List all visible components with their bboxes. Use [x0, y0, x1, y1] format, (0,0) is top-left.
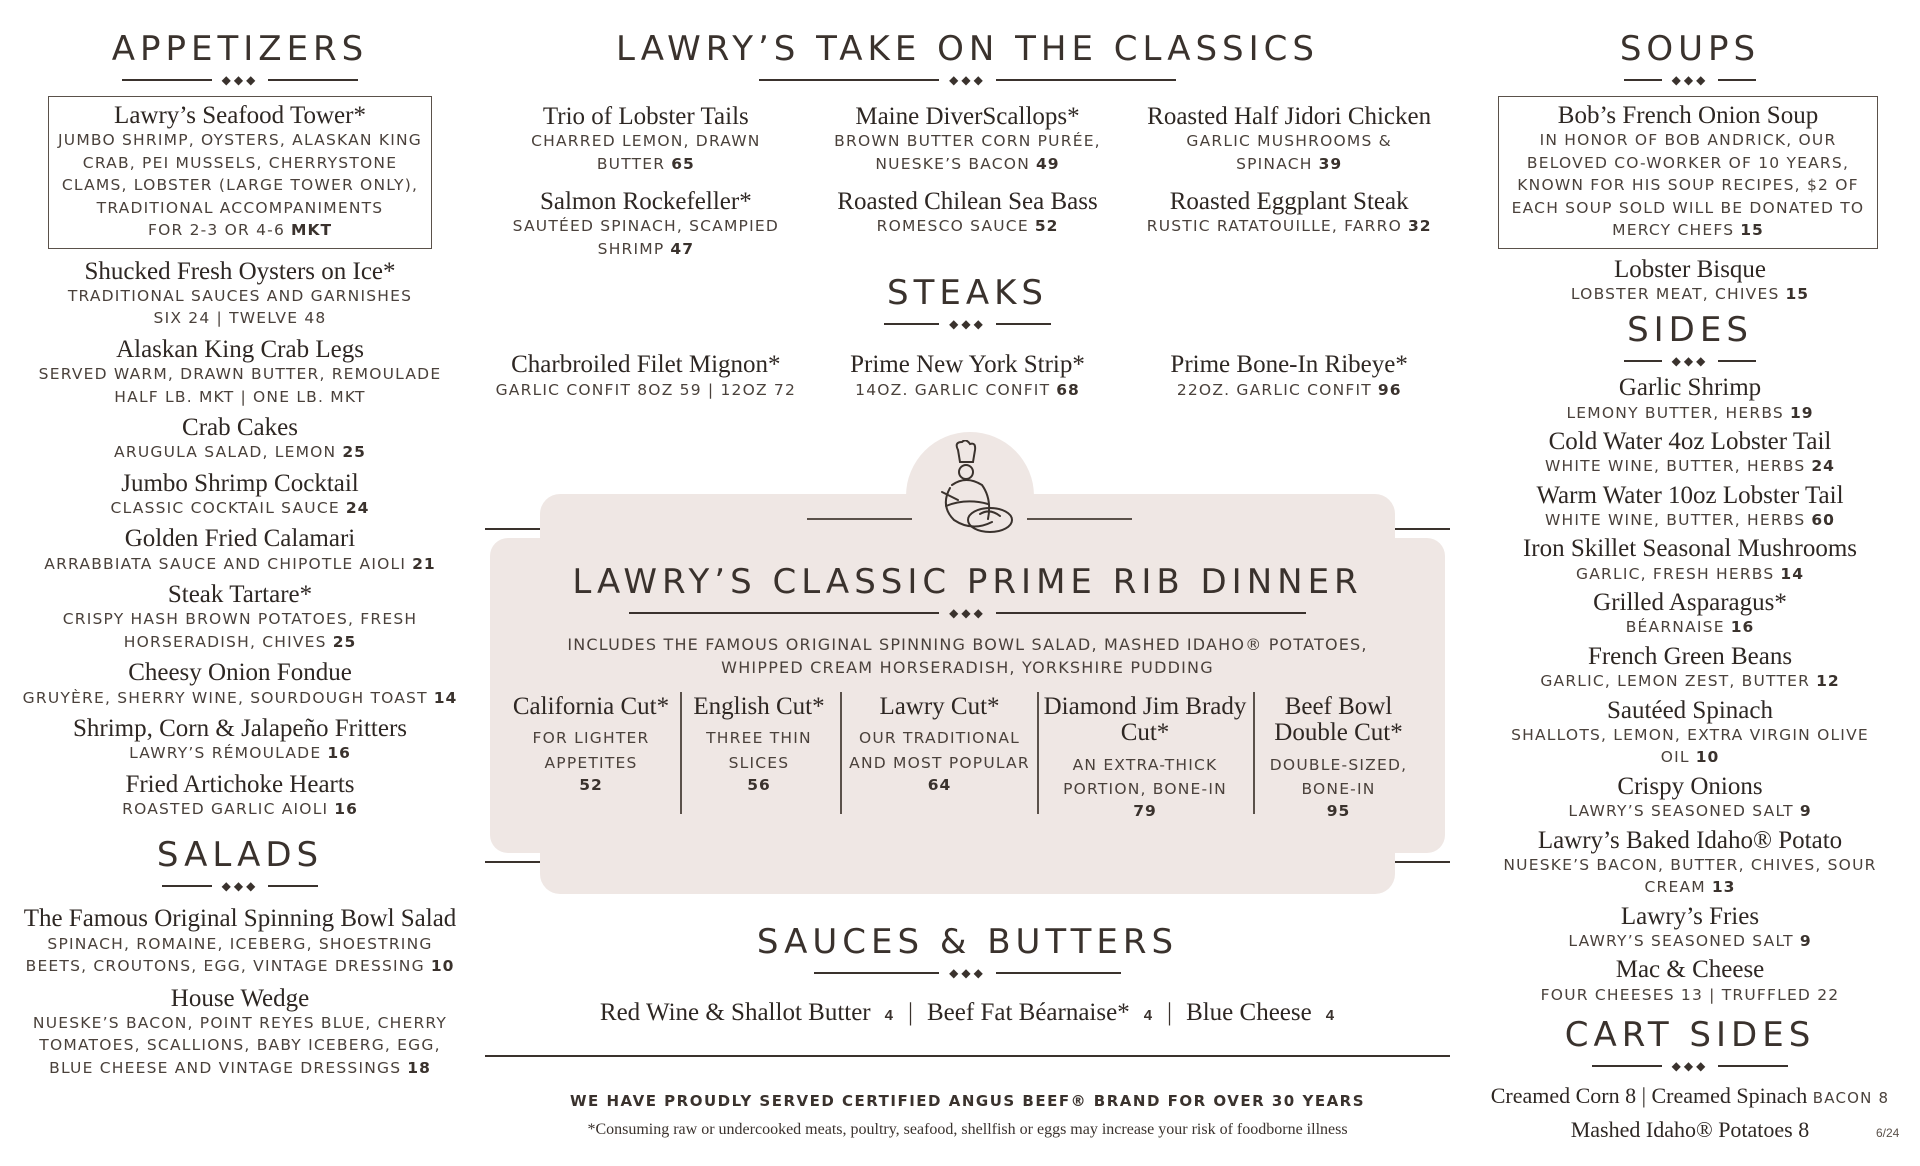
sauces-section — [485, 922, 1450, 1027]
prime-rib-desc: INCLUDES THE FAMOUS ORIGINAL SPINNING BOWL SALAD, MASHED IDAHO® POTATOES, — [567, 635, 1368, 654]
menu-item — [485, 189, 807, 260]
menu-item — [1480, 644, 1900, 693]
item-price: 68 — [1056, 380, 1080, 399]
menu-item — [1128, 189, 1450, 260]
steaks-title: STEAKS — [887, 273, 1048, 314]
item-desc: 22OZ. GARLIC CONFIT 96 — [1176, 380, 1402, 399]
section-divider — [1480, 1060, 1900, 1072]
sides-title: SIDES — [1627, 310, 1753, 351]
section-divider — [485, 318, 1450, 330]
item-name: Roasted Eggplant Steak — [1169, 188, 1409, 216]
item-price: 24 — [345, 498, 370, 517]
item-desc: IN HONOR OF BOB ANDRICK, OUR BELOVED CO-WORKER OF 10 YEARS, KNOWN FOR HIS SOUP RECIPES, $2 OF EACH SOUP SOLD WILL BE DONATED TO MERCY CHEFS 15 — [1511, 131, 1865, 240]
item-name: Lawry’s Seafood Tower* — [114, 102, 366, 129]
item-desc: LEMONY BUTTER, HERBS 19 — [1566, 403, 1814, 422]
item-price: 49 — [1036, 154, 1060, 173]
item-price: 52 — [1034, 217, 1059, 236]
cart-side-line: Mashed Idaho® Potatoes 8 — [1570, 1116, 1810, 1142]
item-desc: LAWRY’S SEASONED SALT 9 — [1568, 802, 1812, 821]
soups-header — [1480, 29, 1900, 87]
item-name: Roasted Chilean Sea Bass — [837, 188, 1098, 216]
cut-divider — [1253, 692, 1255, 814]
item-name: House Wedge — [170, 984, 310, 1012]
menu-item — [20, 772, 460, 821]
menu-item — [20, 471, 460, 520]
item-desc: NUESKE’S BACON, POINT REYES BLUE, CHERRY TOMATOES, SCALLIONS, BABY ICEBERG, EGG, BLUE CHEESE AND VINTAGE DRESSINGS 18 — [32, 1013, 448, 1077]
item-name: Cheesy Onion Fondue — [128, 659, 352, 687]
item-price: 15 — [1785, 284, 1810, 303]
menu-item — [1128, 104, 1450, 175]
item-name: Crispy Onions — [1617, 772, 1763, 800]
menu-item — [20, 716, 460, 765]
sauce-separator: | — [1167, 999, 1173, 1026]
cut-name: English Cut* — [693, 693, 825, 720]
item-name: Prime Bone-In Ribeye* — [1170, 351, 1408, 379]
item-price: 10 — [1695, 748, 1720, 767]
section-divider — [485, 74, 1450, 86]
item-name: Salmon Rockefeller* — [539, 188, 752, 216]
consumer-warning: *Consuming raw or undercooked meats, poultry, seafood, shellfish or eggs may increase your risk of foodborne illness — [587, 1121, 1348, 1138]
item-desc: ROASTED GARLIC AIOLI 16 — [122, 800, 358, 818]
appetizers-title: APPETIZERS — [111, 29, 369, 69]
menu-item — [1480, 257, 1900, 306]
item-desc: SERVED WARM, DRAWN BUTTER, REMOULADE — [38, 365, 442, 384]
item-name: Shucked Fresh Oysters on Ice* — [84, 257, 396, 285]
sauces-title: SAUCES & BUTTERS — [756, 922, 1179, 962]
prime-rib-cut — [1256, 694, 1421, 820]
cut-desc: FOR LIGHTER APPETITES — [532, 729, 650, 773]
menu-item — [1480, 774, 1900, 823]
item-desc: ROMESCO SAUCE 52 — [876, 217, 1059, 236]
salads-title: SALADS — [156, 835, 324, 876]
prime-rib-cut — [1040, 694, 1250, 820]
item-desc: GRUYÈRE, SHERRY WINE, SOURDOUGH TOAST 14 — [22, 688, 458, 707]
item-price: 12 — [1816, 672, 1840, 691]
item-price: 13 — [1711, 878, 1736, 897]
prime-rib-cut — [842, 694, 1037, 794]
appetizers-header — [20, 29, 460, 87]
sauces-line — [485, 999, 1450, 1027]
item-desc: GARLIC, FRESH HERBS 14 — [1576, 564, 1804, 583]
item-desc: FOUR CHEESES 13 | TRUFFLED 22 — [1540, 985, 1840, 1004]
item-desc: 14OZ. GARLIC CONFIT 68 — [855, 380, 1080, 399]
section-divider — [1480, 355, 1900, 367]
menu-item — [1480, 590, 1900, 639]
steaks-grid — [485, 352, 1450, 401]
cut-name: Beef Bowl Double Cut* — [1274, 693, 1403, 747]
item-desc: GARLIC MUSHROOMS & SPINACH 39 — [1186, 132, 1392, 173]
item-price: 14 — [433, 688, 458, 707]
item-desc: WHITE WINE, BUTTER, HERBS 24 — [1545, 457, 1835, 476]
item-price: 16 — [334, 800, 358, 818]
item-name: Cold Water 4oz Lobster Tail — [1548, 428, 1832, 456]
item-name: Trio of Lobster Tails — [542, 103, 749, 130]
item-desc: CLASSIC COCKTAIL SAUCE 24 — [110, 498, 370, 517]
cut-price: 64 — [927, 775, 952, 794]
menu-item — [807, 104, 1129, 175]
footer-divider — [485, 1055, 1450, 1057]
cut-divider — [680, 692, 682, 814]
item-name: French Green Beans — [1587, 642, 1793, 670]
item-name: Roasted Half Jidori Chicken — [1147, 103, 1432, 130]
cut-price: 79 — [1133, 802, 1157, 821]
item-name: Jumbo Shrimp Cocktail — [121, 469, 359, 497]
soups-title: SOUPS — [1619, 29, 1761, 69]
item-desc: BÉARNAISE 16 — [1625, 618, 1755, 637]
classics-grid — [485, 104, 1450, 260]
item-desc: CHARRED LEMON, DRAWN BUTTER 65 — [531, 132, 761, 173]
item-desc: RUSTIC RATATOUILLE, FARRO 32 — [1146, 217, 1432, 236]
cut-price: 52 — [579, 775, 603, 794]
menu-item — [20, 337, 460, 408]
angus-note: WE HAVE PROUDLY SERVED CERTIFIED ANGUS BEEF® BRAND FOR OVER 30 YEARS — [569, 1092, 1366, 1110]
cut-desc: DOUBLE-SIZED, BONE-IN — [1269, 755, 1408, 799]
item-price: 65 — [671, 154, 695, 173]
item-name: Lawry’s Baked Idaho® Potato — [1537, 826, 1843, 854]
item-desc: HALF LB. MKT | ONE LB. MKT — [114, 387, 366, 406]
appetizers-list — [20, 259, 460, 821]
item-name: Fried Artichoke Hearts — [125, 770, 355, 798]
item-price: 16 — [327, 744, 351, 763]
item-price: 39 — [1318, 154, 1343, 173]
menu-item — [1128, 352, 1450, 401]
item-price: 47 — [670, 239, 694, 258]
item-price: 21 — [412, 554, 436, 573]
menu-item — [1480, 429, 1900, 478]
cut-name: Diamond Jim Brady Cut* — [1043, 693, 1247, 747]
sides-header — [1480, 310, 1900, 369]
salads-list — [20, 906, 460, 1079]
cart-sides-header — [1480, 1015, 1900, 1074]
item-desc: CRISPY HASH BROWN POTATOES, FRESH HORSERADISH, CHIVES 25 — [62, 610, 418, 651]
item-price: 24 — [1811, 457, 1835, 476]
cut-desc: AN EXTRA-THICK PORTION, BONE-IN — [1063, 755, 1227, 799]
item-name: Shrimp, Corn & Jalapeño Fritters — [73, 715, 407, 743]
classics-header — [485, 29, 1450, 87]
ornament-icon: ◆◆◆ — [949, 966, 986, 980]
cut-desc: THREE THIN SLICES — [706, 729, 812, 773]
sauce-item: Blue Cheese 4 — [1186, 999, 1336, 1026]
ornament-icon: ◆◆◆ — [949, 317, 986, 332]
cut-divider — [1037, 692, 1039, 814]
item-name: Golden Fried Calamari — [124, 525, 356, 553]
ornament-icon: ◆◆◆ — [1671, 354, 1709, 369]
menu-item — [1480, 536, 1900, 585]
item-desc: BROWN BUTTER CORN PURÉE, NUESKE’S BACON 49 — [834, 132, 1101, 173]
item-desc: SAUTÉED SPINACH, SCAMPIED SHRIMP 47 — [512, 217, 779, 258]
center-column — [485, 0, 1450, 401]
item-price: 10 — [430, 957, 455, 976]
item-name: Crab Cakes — [182, 413, 298, 441]
cut-name: California Cut* — [512, 693, 670, 720]
menu-item — [20, 582, 460, 653]
item-price: 14 — [1780, 564, 1804, 583]
section-divider — [1480, 74, 1900, 86]
soups-list — [1480, 257, 1900, 306]
item-price: 32 — [1408, 217, 1432, 236]
item-name: Sautéed Spinach — [1607, 696, 1773, 724]
menu-item — [1480, 698, 1900, 769]
item-name: Warm Water 10oz Lobster Tail — [1536, 481, 1844, 509]
menu-item — [485, 104, 807, 175]
ornament-icon: ◆◆◆ — [949, 73, 986, 87]
ornament-icon: ◆◆◆ — [949, 606, 986, 620]
section-divider — [485, 967, 1450, 979]
item-price: 25 — [342, 443, 366, 462]
classics-title: LAWRY’S TAKE ON THE CLASSICS — [616, 29, 1319, 69]
steaks-header — [485, 273, 1450, 332]
menu-item — [1480, 375, 1900, 424]
cart-sides-title: CART SIDES — [1564, 1015, 1816, 1056]
item-desc: NUESKE’S BACON, BUTTER, CHIVES, SOUR CREAM 13 — [1503, 855, 1877, 897]
sauce-item: Beef Fat Béarnaise* 4 — [927, 999, 1154, 1026]
french-onion-box — [1498, 96, 1878, 249]
right-column — [1480, 0, 1900, 1141]
item-desc: SPINACH, ROMAINE, ICEBERG, SHOESTRING BEETS, CROUTONS, EGG, VINTAGE DRESSING 10 — [25, 934, 455, 976]
prime-rib-cut — [684, 694, 834, 794]
menu-item — [485, 352, 807, 401]
cart-sides-list — [1480, 1084, 1900, 1141]
item-desc: LAWRY’S SEASONED SALT 9 — [1568, 931, 1812, 950]
cart-side-line: Creamed Corn 8 | Creamed Spinach BACON 8 — [1490, 1083, 1890, 1109]
seafood-tower-box — [48, 96, 432, 249]
item-name: Bob’s French Onion Soup — [1557, 102, 1819, 129]
item-name: Grilled Asparagus* — [1593, 589, 1787, 617]
item-desc: LOBSTER MEAT, CHIVES 15 — [1570, 284, 1810, 303]
sides-list — [1480, 375, 1900, 1006]
item-desc: SHALLOTS, LEMON, EXTRA VIRGIN OLIVE OIL 10 — [1511, 725, 1869, 767]
left-column — [20, 0, 460, 1087]
sauce-separator: | — [907, 999, 913, 1026]
item-desc: ARRABBIATA SAUCE AND CHIPOTLE AIOLI 21 — [44, 554, 436, 573]
item-name: The Famous Original Spinning Bowl Salad — [23, 905, 457, 933]
salads-header — [20, 835, 460, 894]
item-price: 60 — [1811, 511, 1835, 529]
ornament-icon: ◆◆◆ — [1671, 1059, 1709, 1074]
item-name: Steak Tartare* — [167, 581, 313, 609]
item-name: Alaskan King Crab Legs — [116, 335, 364, 363]
item-name: Garlic Shrimp — [1618, 374, 1762, 402]
prime-rib-desc: WHIPPED CREAM HORSERADISH, YORKSHIRE PUDDING — [721, 658, 1214, 678]
item-desc: GARLIC, LEMON ZEST, BUTTER 12 — [1540, 672, 1840, 691]
item-name: Iron Skillet Seasonal Mushrooms — [1522, 535, 1857, 563]
item-desc: LAWRY’S RÉMOULADE 16 — [129, 744, 351, 763]
ornament-icon: ◆◆◆ — [1671, 73, 1709, 87]
prime-rib-cut — [506, 694, 676, 794]
cut-desc: OUR TRADITIONAL AND MOST POPULAR — [849, 729, 1030, 773]
item-desc: JUMBO SHRIMP, OYSTERS, ALASKAN KING CRAB, PEI MUSSELS, CHERRYSTONE CLAMS, LOBSTER (LARGE TOWER ONLY), TRADITIONAL ACCOMPANIMENTS — [58, 131, 422, 217]
section-divider — [20, 880, 460, 892]
cut-price: 56 — [747, 775, 771, 794]
item-price: 25 — [332, 632, 357, 651]
item-name: Lawry’s Fries — [1620, 902, 1760, 930]
section-divider — [20, 74, 460, 86]
menu-date: 6/24 — [1876, 1126, 1900, 1140]
item-price: 16 — [1730, 618, 1755, 637]
item-name: Maine DiverScallops* — [855, 103, 1080, 130]
sauce-item: Red Wine & Shallot Butter 4 — [599, 999, 894, 1026]
cut-divider — [840, 692, 842, 814]
item-desc: ARUGULA SALAD, LEMON 25 — [114, 443, 366, 462]
menu-item — [1480, 904, 1900, 953]
prime-rib-title: LAWRY’S CLASSIC PRIME RIB DINNER — [572, 562, 1363, 602]
cut-name: Lawry Cut* — [879, 693, 1000, 720]
item-price: 96 — [1377, 380, 1402, 399]
item-name: Mac & Cheese — [1615, 956, 1765, 984]
chef-carving-icon — [920, 440, 1020, 540]
menu-item — [1480, 957, 1900, 1006]
cut-price: 95 — [1326, 802, 1351, 821]
item-price: 18 — [407, 1058, 431, 1077]
menu-item — [807, 189, 1129, 260]
item-desc: TRADITIONAL SAUCES AND GARNISHES — [67, 286, 413, 305]
menu-item — [1480, 828, 1900, 899]
ornament-icon: ◆◆◆ — [221, 879, 259, 894]
menu-item — [20, 986, 460, 1080]
item-desc: FOR 2-3 OR 4-6 MKT — [147, 221, 333, 240]
item-name: Prime New York Strip* — [850, 351, 1085, 379]
item-desc: WHITE WINE, BUTTER, HERBS 60 — [1545, 511, 1835, 529]
ornament-icon: ◆◆◆ — [221, 73, 259, 87]
menu-item — [20, 526, 460, 575]
menu-item — [807, 352, 1129, 401]
menu-item — [1480, 483, 1900, 532]
item-name: Lobster Bisque — [1613, 255, 1767, 283]
item-name: Charbroiled Filet Mignon* — [511, 351, 781, 379]
item-price: 19 — [1789, 403, 1814, 422]
menu-item — [20, 415, 460, 464]
menu-item — [20, 906, 460, 977]
menu-item — [20, 660, 460, 709]
item-desc: SIX 24 | TWELVE 48 — [153, 309, 327, 328]
item-desc: GARLIC CONFIT 8OZ 59 | 12OZ 72 — [495, 380, 797, 399]
menu-item — [20, 259, 460, 330]
item-price: 9 — [1799, 802, 1812, 821]
item-price: 9 — [1799, 931, 1812, 950]
section-divider — [540, 607, 1395, 619]
